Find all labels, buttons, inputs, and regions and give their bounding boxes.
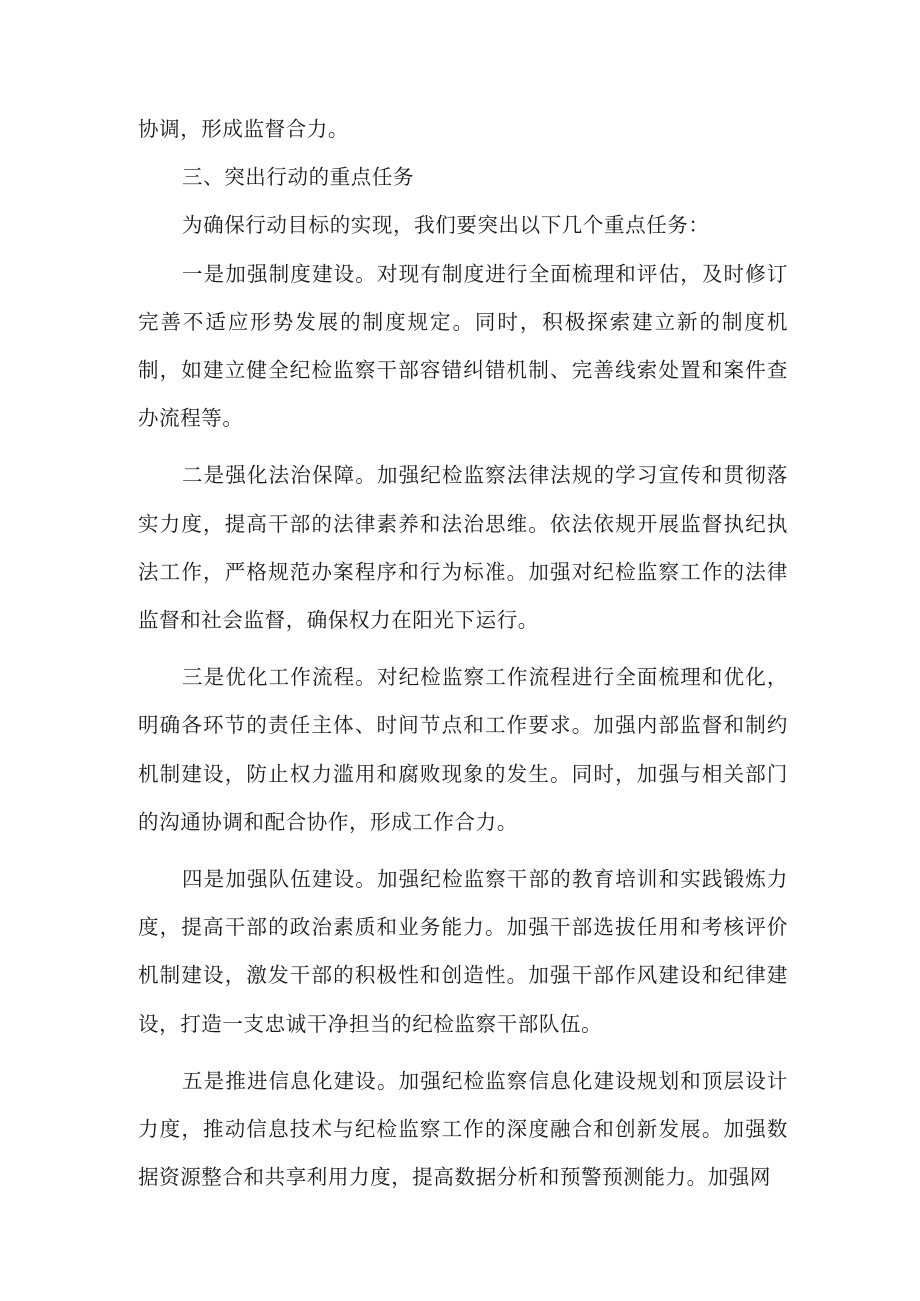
paragraph-intro: 为确保行动目标的实现，我们要突出以下几个重点任务： bbox=[182, 213, 710, 238]
paragraph-continuation: 协调，形成监督合力。 bbox=[138, 117, 349, 141]
paragraph-task-3: 三是优化工作流程。对纪检监察工作流程进行全面梳理和优化，明确各环节的责任主体、时间节点和工作要求。加强内部监督和制约机制建设，防止权力滥用和腐败现象的发生。同时，加强与相关部门的沟通协调和配合协作，形成工作合力。 bbox=[138, 665, 788, 834]
document-body bbox=[138, 105, 788, 1201]
section-heading: 三、突出行动的重点任务 bbox=[182, 165, 415, 190]
paragraph-task-4: 四是加强队伍建设。加强纪检监察干部的教育培训和实践锻炼力度，提高干部的政治素质和业务能力。加强干部选拔任用和考核评价机制建设，激发干部的积极性和创造性。加强干部作风建设和纪律建设，打造一支忠诚干净担当的纪检监察干部队伍。 bbox=[138, 867, 788, 1036]
paragraph-task-2: 二是强化法治保障。加强纪检监察法律法规的学习宣传和贯彻落实力度，提高干部的法律素养和法治思维。依法依规开展监督执纪执法工作，严格规范办案程序和行为标准。加强对纪检监察工作的法律监督和社会监督，确保权力在阳光下运行。 bbox=[138, 463, 788, 633]
paragraph-task-5: 五是推进信息化建设。加强纪检监察信息化建设规划和顶层设计力度，推动信息技术与纪检监察工作的深度融合和创新发展。加强数据资源整合和共享利用力度，提高数据分析和预警预测能力。加强网 bbox=[138, 1068, 788, 1190]
paragraph-task-1: 一是加强制度建设。对现有制度进行全面梳理和评估，及时修订完善不适应形势发展的制度规定。同时，积极探索建立新的制度机制，如建立健全纪检监察干部容错纠错机制、完善线索处置和案件查办流程等。 bbox=[138, 261, 788, 431]
